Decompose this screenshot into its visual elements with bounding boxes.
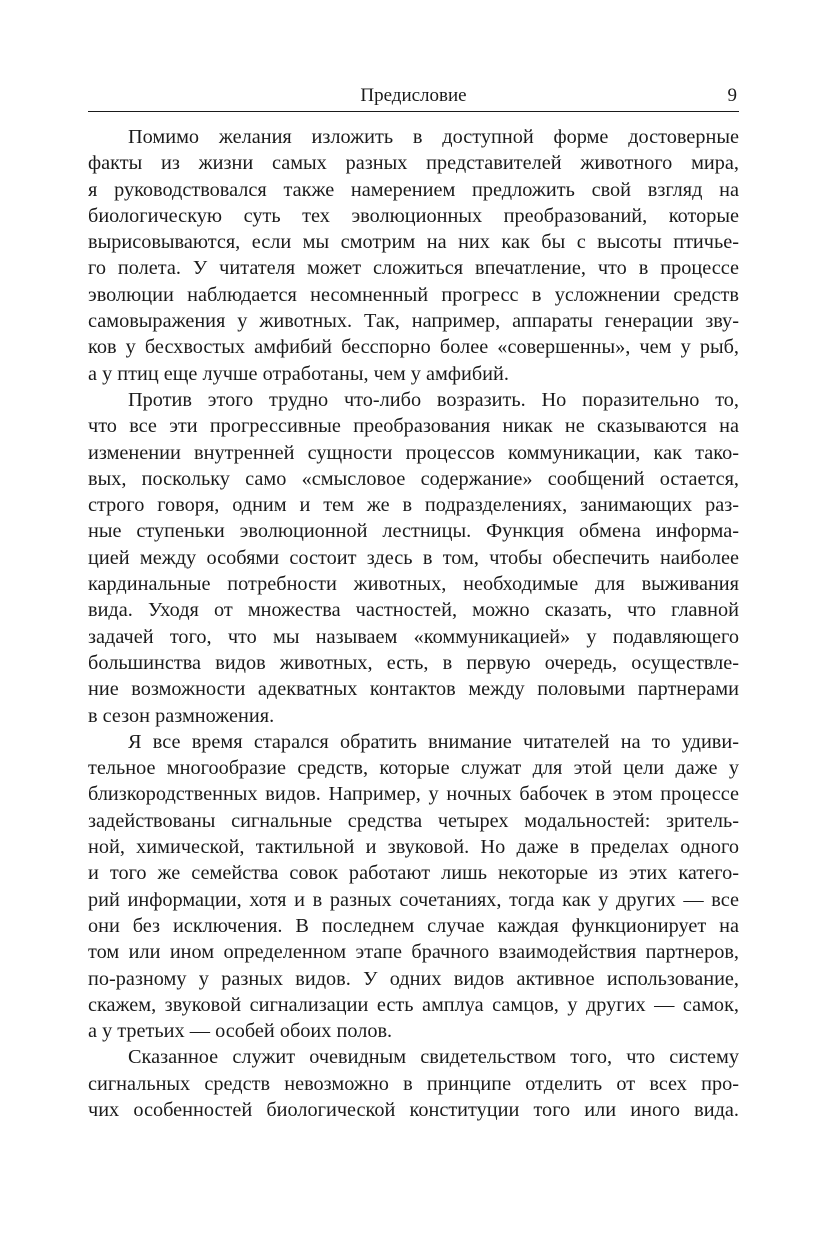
text-line: эволюции наблюдается несомненный прогресс в усложнении средств <box>88 283 739 306</box>
text-line: ные ступеньки эволюционной лестницы. Функция обмена информа- <box>88 520 739 543</box>
text-line: биологическую суть тех эволюционных преобразований, которые <box>88 204 739 227</box>
text-line: ние возможности адекватных контактов между половыми партнерами <box>88 678 739 701</box>
text-line: они без исключения. В последнем случае каждая функционирует на <box>88 914 739 937</box>
text-line: Сказанное служит очевидным свидетельством того, что систему <box>128 1046 739 1069</box>
text-line: Против этого трудно что-либо возразить. Но поразительно то, <box>128 388 739 411</box>
text-line: рий информации, хотя и в разных сочетаниях, тогда как у других — все <box>88 888 739 911</box>
text-line: чих особенностей биологической конституции того или иного вида. <box>88 1098 739 1121</box>
text-line: а у птиц еще лучше отработаны, чем у амфибий. <box>88 362 509 385</box>
text-line: самовыражения у животных. Так, например, аппараты генерации зву- <box>88 310 739 333</box>
text-line: кардинальные потребности животных, необходимые для выживания <box>88 573 739 596</box>
text-line: задействованы сигнальные средства четырех модальностей: зритель- <box>88 809 739 832</box>
text-line: по-разному у разных видов. У одних видов активное использование, <box>88 967 739 990</box>
text-line: изменении внутренней сущности процессов коммуникации, как тако- <box>88 441 739 464</box>
text-line: тельное многообразие средств, которые служат для этой цели даже у <box>88 757 739 780</box>
text-line: задачей того, что мы называем «коммуникацией» у подавляющего <box>88 625 739 648</box>
text-line: го полета. У читателя может сложиться впечатление, что в процессе <box>88 257 739 280</box>
text-line: строго говоря, одним и тем же в подразделениях, занимающих раз- <box>88 494 739 517</box>
text-line: вида. Уходя от множества частностей, можно сказать, что главной <box>88 599 739 622</box>
text-line: факты из жизни самых разных представителей животного мира, <box>88 152 739 175</box>
text-line: скажем, звуковой сигнализации есть амплуа самцов, у других — самок, <box>88 993 739 1016</box>
text-line: Я все время старался обратить внимание читателей на то удиви- <box>128 730 739 753</box>
text-line: цией между особями состоит здесь в том, чтобы обеспечить наиболее <box>88 546 739 569</box>
text-line: большинства видов животных, есть, в первую очередь, осуществле- <box>88 651 739 674</box>
text-line: в сезон размножения. <box>88 704 275 727</box>
text-line: том или ином определенном этапе брачного взаимодействия партнеров, <box>88 941 739 964</box>
text-line: ной, химической, тактильной и звуковой. Но даже в пределах одного <box>88 836 739 859</box>
text-line: сигнальных средств невозможно в принципе отделить от всех про- <box>88 1072 739 1095</box>
chapter-title: Предисловие <box>360 85 467 106</box>
page-number: 9 <box>727 85 737 106</box>
page-body <box>88 124 739 1123</box>
running-header <box>88 84 739 110</box>
header-rule <box>88 111 739 112</box>
text-line: близкородственных видов. Например, у ночных бабочек в этом процессе <box>88 783 739 806</box>
paragraph-1 <box>88 124 739 387</box>
text-line: ков у бесхвостых амфибий бесспорно более «совершенны», чем у рыб, <box>88 336 739 359</box>
text-line: что все эти прогрессивные преобразования никак не сказываются на <box>88 415 739 438</box>
text-line: Помимо желания изложить в доступной форме достоверные <box>128 126 739 148</box>
text-line: и того же семейства совок работают лишь некоторые из этих катего- <box>88 862 739 885</box>
text-line: вырисовываются, если мы смотрим на них как бы с высоты птичье- <box>88 231 739 254</box>
text-line: а у третьих — особей обоих полов. <box>88 1020 393 1043</box>
text-line: вых, поскольку само «смысловое содержание» сообщений остается, <box>88 467 739 490</box>
paragraph-3 <box>88 729 739 1045</box>
text-line: я руководствовался также намерением предложить свой взгляд на <box>88 178 739 201</box>
paragraph-4 <box>88 1044 739 1123</box>
paragraph-2 <box>88 387 739 729</box>
